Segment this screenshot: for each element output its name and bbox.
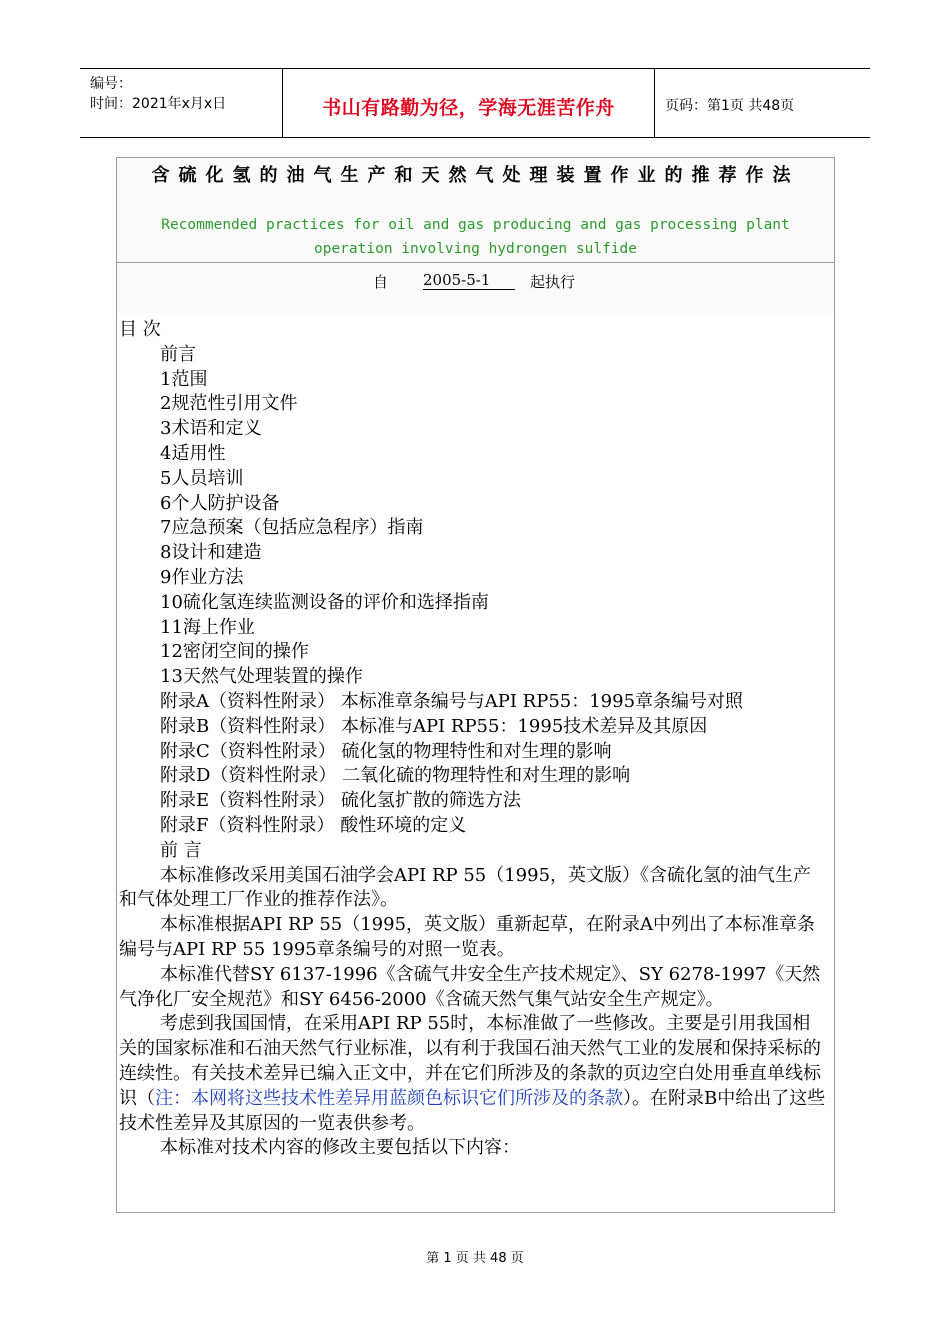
toc-item: 附录C（资料性附录） 硫化氢的物理特性和对生理的影响	[160, 740, 612, 762]
serial-label: 编号：	[90, 76, 132, 92]
exec-prefix: 自	[373, 273, 389, 291]
toc-item: 4适用性	[160, 442, 226, 464]
foreword-paragraph-5: 本标准对技术内容的修改主要包括以下内容：	[160, 1137, 520, 1159]
page-header	[80, 68, 870, 138]
toc-item: 3术语和定义	[160, 418, 262, 440]
foreword-heading: 前 言	[160, 839, 202, 861]
exec-suffix: 起执行	[530, 273, 576, 291]
foreword-paragraph-4	[119, 1012, 827, 1136]
toc-item: 附录E（资料性附录） 硫化氢扩散的筛选方法	[160, 790, 521, 812]
document-body	[119, 318, 827, 1161]
title-block	[117, 158, 834, 263]
document-title-en: Recommended practices for oil and gas producing and gas processing plant operation involving hydrongen sulfide	[161, 217, 790, 257]
toc-item: 13天然气处理装置的操作	[160, 666, 363, 688]
document-title-cn: 含硫化氢的油气生产和天然气处理装置作业的推荐作法	[151, 165, 800, 186]
blue-note: 注：本网将这些技术性差异用蓝颜色标识它们所涉及的条款	[155, 1087, 623, 1109]
foreword-p4-text-b: ）。在附录B中给出了这些技术性差异及其原因的一览表供参考。	[119, 1087, 826, 1134]
exec-date: 2005-5-1	[423, 271, 515, 290]
toc-heading: 目 次	[119, 319, 161, 340]
toc-item: 2规范性引用文件	[160, 393, 298, 415]
foreword-p4-text-a: 考虑到我国国情，在采用API RP 55时，本标准做了一些修改。主要是引用我国相关的国家标准和石油天然气行业标准，以有利于我国石油天然气工业的发展和保持采标的连续性。有关技术差异已编入正文中，并在它们所涉及的条款的页边空白处用垂直单线标识（	[119, 1013, 821, 1109]
foreword-paragraph-2: 本标准根据API RP 55（1995，英文版）重新起草，在附录A中列出了本标准章条编号与API RP 55 1995章条编号的对照一览表。	[119, 914, 816, 960]
toc-item: 6个人防护设备	[160, 492, 280, 514]
execution-date-line	[117, 263, 834, 313]
motto: 书山有路勤为径，学海无涯苦作舟	[322, 97, 615, 119]
toc-item: 1范围	[160, 368, 208, 390]
page-info: 页码：第1页 共48页	[665, 98, 795, 114]
header-meta-cell	[80, 69, 283, 137]
time-label: 时间：2021年x月x日	[90, 96, 227, 112]
toc-item: 12密闭空间的操作	[160, 641, 309, 663]
toc-item: 9作业方法	[160, 566, 244, 588]
foreword-paragraph-1: 本标准修改采用美国石油学会API RP 55（1995，英文版）《含硫化氢的油气生产和气体处理工厂作业的推荐作法》。	[119, 864, 812, 911]
toc-item: 5人员培训	[160, 467, 244, 489]
toc-item: 附录B（资料性附录） 本标准与API RP55：1995技术差异及其原因	[160, 715, 708, 737]
toc-item: 8设计和建造	[160, 542, 262, 564]
toc-item: 附录F（资料性附录） 酸性环境的定义	[160, 814, 467, 836]
toc-item: 前言	[160, 343, 196, 365]
header-page-cell	[655, 69, 870, 137]
toc-item: 10硫化氢连续监测设备的评价和选择指南	[160, 591, 489, 613]
toc-item: 7应急预案（包括应急程序）指南	[160, 517, 424, 539]
header-motto-cell	[283, 69, 655, 137]
foreword-paragraph-3: 本标准代替SY 6137-1996《含硫气井安全生产技术规定》、SY 6278-1997《天然气净化厂安全规范》和SY 6456-2000《含硫天然气集气站安全生产规定》。	[119, 963, 821, 1010]
toc-item: 11海上作业	[160, 616, 255, 638]
toc-item: 附录D（资料性附录） 二氧化硫的物理特性和对生理的影响	[160, 765, 631, 787]
document-frame	[116, 157, 835, 1213]
toc-item: 附录A（资料性附录） 本标准章条编号与API RP55：1995章条编号对照	[160, 690, 744, 712]
page-footer: 第 1 页 共 48 页	[426, 1251, 524, 1266]
